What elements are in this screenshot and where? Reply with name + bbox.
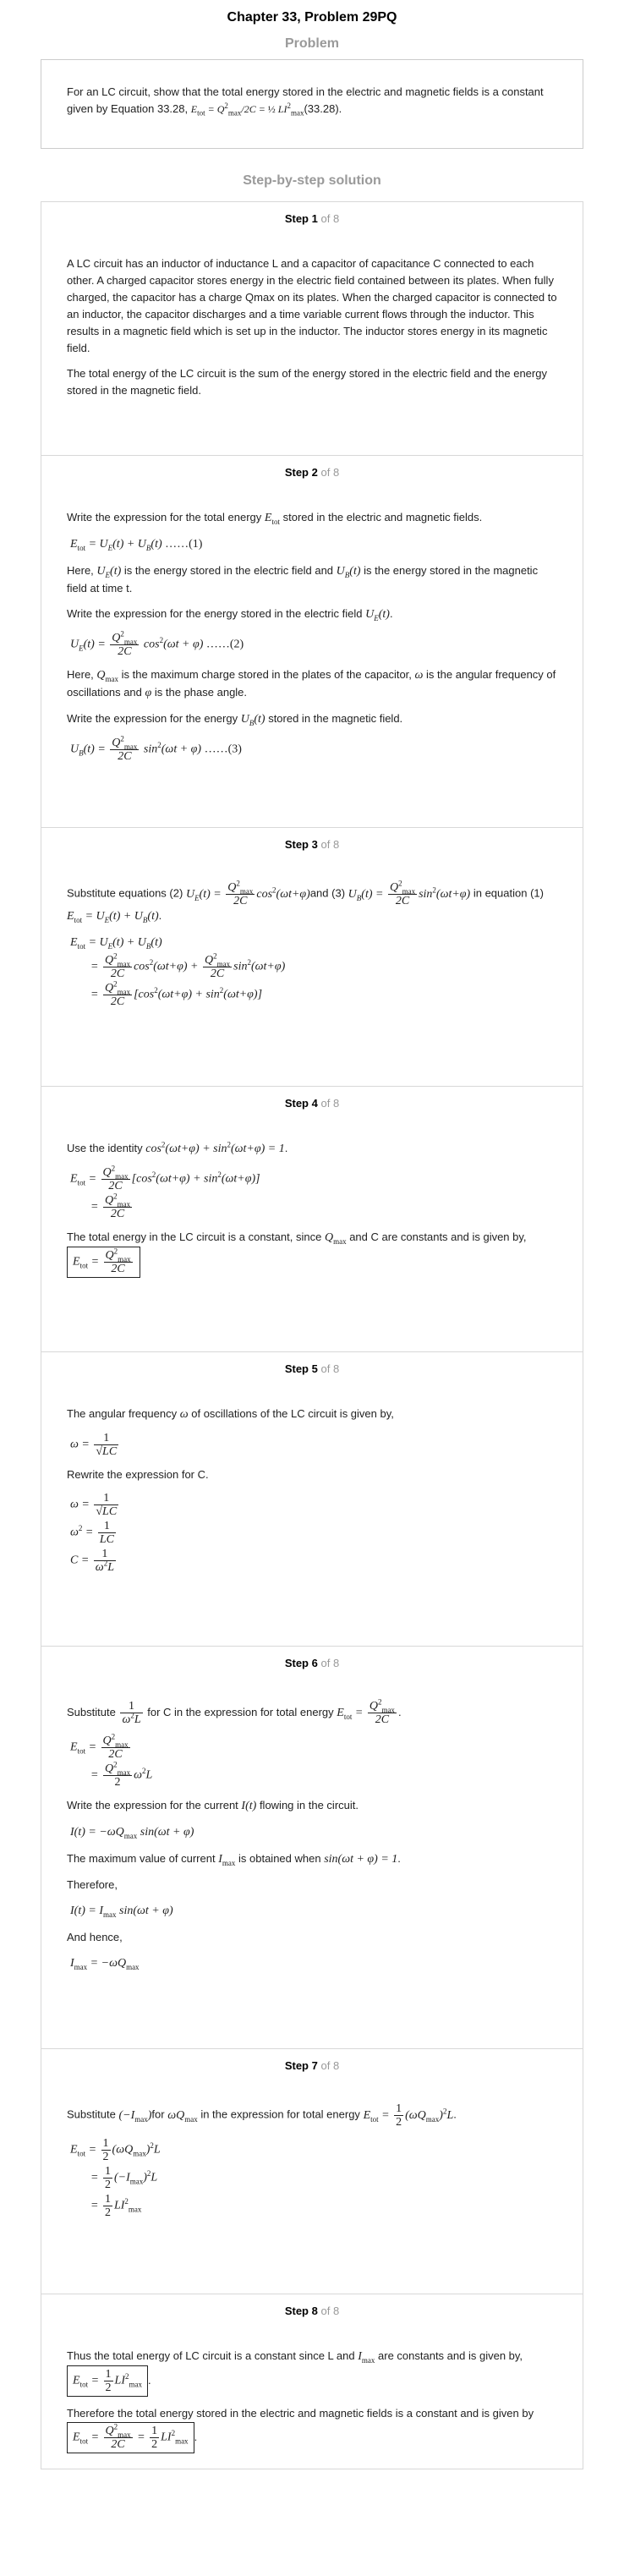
step-header: Step 3 of 8 bbox=[284, 838, 340, 851]
step-header: Step 8 of 8 bbox=[284, 2305, 340, 2317]
step-text: Use the identity $\cos^2(\omega t+\varphi) + \sin^2(\omega t+\varphi) = 1$. bbox=[67, 1140, 288, 1155]
step-text: Substitute equations (2) $U_E(t)$ = $Q^2_{max}$ 2C $\cos^2(\omega t+\varphi)and$ (3) $U_B(t)$ = $Q^2_{max}$ 2C $\sin^2(\omega t+\varphi)$ in equation (1) $E_{tot} = U_E(t) + U_B(t)$. bbox=[67, 879, 544, 924]
step-text: Here, $Q_{max}$ is the maximum charge stored in the plates of the capacitor, ω is the angular frequency of oscillations and φ is the phase angle. bbox=[67, 668, 556, 699]
step-6 bbox=[41, 1646, 583, 2048]
step-header: Step 7 of 8 bbox=[284, 2059, 340, 2072]
derivation: ω = $\frac{1}{√LC}$ $\omega^2$ = $\frac{1}{LC}$ C = $\frac{1}{\omega^2L}$ bbox=[70, 1492, 118, 1574]
step-text: Substitute $\frac{1}{\omega^2L}$ for C in the expression for total energy $E_{tot}$ = $Q^2_{max}$ 2C . bbox=[67, 1697, 402, 1727]
step-8 bbox=[41, 2294, 583, 2469]
step-header: Step 5 of 8 bbox=[284, 1362, 340, 1375]
step-header: Step 2 of 8 bbox=[284, 466, 340, 479]
step-text: Write the expression for the total energy $E_{tot}$ stored in the electric and magnetic fields. bbox=[67, 511, 483, 526]
step-text: Substitute $(-I_{max})for$ $\omega Q_{max}$ in the expression for total energy $E_{tot}$ = $\frac{1}{2}$ $(\omega Q_{max})^2L$. bbox=[67, 2102, 457, 2129]
step-1 bbox=[41, 201, 583, 455]
step-text: The total energy of the LC circuit is the sum of the energy stored in the electric field and the energy stored in the magnetic field. bbox=[67, 367, 547, 397]
imax-equation: $I_{max} = -\omega Q_{max}$ bbox=[70, 1957, 140, 1972]
step-header: Step 4 of 8 bbox=[284, 1097, 340, 1110]
derivation: $E_{tot}$ = $Q^2_{max}$ 2C = $Q^2_{max}$ 2 $\omega^2L$ bbox=[70, 1732, 153, 1789]
solution-heading: Step-by-step solution bbox=[243, 173, 381, 188]
step-2 bbox=[41, 455, 583, 827]
page-title: Chapter 33, Problem 29PQ bbox=[227, 10, 397, 25]
step-text: The total energy in the LC circuit is a constant, since $Q_{max}$ and C are constants and is given by, $E_{tot}$ = $Q^2_{max}$ 2C bbox=[67, 1229, 557, 1278]
step-text: Write the expression for the energy $U_B(t)$ stored in the magnetic field. bbox=[67, 712, 403, 727]
step-text: Thus the total energy of LC circuit is a constant since L and $I_{max}$ are constants and is given by, $E_{tot}$ = $\frac{1}{2}$ $LI^2_{max}$ . bbox=[67, 2348, 557, 2397]
step-3 bbox=[41, 827, 583, 1086]
step-text: Rewrite the expression for C. bbox=[67, 1468, 209, 1481]
equation-3: $U_B(t)$ = $Q^2_{max}$ 2C $\sin^2(\omega t + \varphi)$ ……(3) bbox=[70, 734, 242, 763]
step-5 bbox=[41, 1351, 583, 1646]
derivation: $E_{tot}$ = $Q^2_{max}$ 2C $[\cos^2(\omega t+\varphi) + \sin^2(\omega t+\varphi)]$ = $Q^2_{max}$ 2C bbox=[70, 1164, 260, 1220]
equation-2: $U_E(t)$ = $Q^2_{max}$ 2C $\cos^2(\omega t + \varphi)$ ……(2) bbox=[70, 629, 244, 658]
result-box: $E_{tot}$ = $\frac{1}{2}$ $LI^2_{max}$ bbox=[67, 2365, 148, 2397]
final-result-box: $E_{tot}$ = $Q^2_{max}$ 2C = $\frac{1}{2}$ $LI^2_{max}$ bbox=[67, 2422, 194, 2453]
step-text: The maximum value of current $I_{max}$ is obtained when sin(ωt + φ) = 1. bbox=[67, 1852, 401, 1868]
step-text: Write the expression for the energy stored in the electric field $U_E(t)$. bbox=[67, 607, 393, 622]
step-text: A LC circuit has an inductor of inductance L and a capacitor of capacitance C connected to each other. A charged capacitor stores energy in the electric field contained between its plates. When fully charged, the capacitor has a charge Qmax on its plates. When the charged capacitor is connected to an inductor, the capacitor discharges and a time variable current flows through the inductor. This results in a magnetic field which is set up in the inductor. The inductor stores energy in its magnetic field. bbox=[67, 257, 557, 354]
derivation: $E_{tot} = U_E(t) + U_B(t)$ = $Q^2_{max}$ 2C $\cos^2(\omega t+\varphi)$ + $Q^2_{max}$ 2C $\sin^2(\omega t+\varphi)$ = $Q^2_{max}$ 2C $[\cos^2(\omega t+\varphi) + \sin^2(\omega t+\varphi)]$ bbox=[70, 936, 286, 1008]
step-text: And hence, bbox=[67, 1931, 123, 1944]
step-header: Step 1 of 8 bbox=[284, 212, 340, 225]
current-equation: $I(t) = -\omega Q_{max}$ sin(ωt + φ) bbox=[70, 1826, 194, 1841]
result-box: $E_{tot}$ = $Q^2_{max}$ 2C bbox=[67, 1247, 140, 1278]
current-max-equation: $I(t) = I_{max}$ sin(ωt + φ) bbox=[70, 1905, 173, 1920]
step-text: Here, $U_E(t)$ is the energy stored in the electric field and $U_B(t)$ is the energy stored in the magnetic field at time t. bbox=[67, 564, 539, 595]
step-text: Write the expression for the current I(t) flowing in the circuit. bbox=[67, 1799, 359, 1813]
step-text: The angular frequency ω of oscillations of the LC circuit is given by, bbox=[67, 1407, 394, 1421]
problem-text: For an LC circuit, show that the total energy stored in the electric and magnetic fields is a constant given by Equation 33.28, $E_{tot} = Q^2_{max}/2C$ = ½ $LI^2_{max}(33.28)$. bbox=[67, 85, 544, 118]
equation-1: $E_{tot} = U_E(t) + U_B(t)$ ……(1) bbox=[70, 538, 203, 552]
step-7 bbox=[41, 2048, 583, 2294]
step-header: Step 6 of 8 bbox=[284, 1657, 340, 1669]
problem-heading: Problem bbox=[284, 36, 339, 51]
step-4 bbox=[41, 1086, 583, 1351]
omega-equation: ω = $\frac{1}{√LC}$ bbox=[70, 1432, 118, 1458]
step-text: Therefore the total energy stored in the electric and magnetic fields is a constant and is given by $E_{tot}$ = $Q^2_{max}$ 2C = $\frac{1}{2}$ $LI^2_{max}$ . bbox=[67, 2405, 557, 2453]
derivation: $E_{tot}$ = $\frac{1}{2}$ $(\omega Q_{max})^2L$ = $\frac{1}{2}$ $(-I_{max})^2L$ = $\frac{1}{2}$ $LI^2_{max}$ bbox=[70, 2137, 161, 2219]
step-text: Therefore, bbox=[67, 1878, 118, 1892]
problem-box bbox=[41, 59, 583, 149]
